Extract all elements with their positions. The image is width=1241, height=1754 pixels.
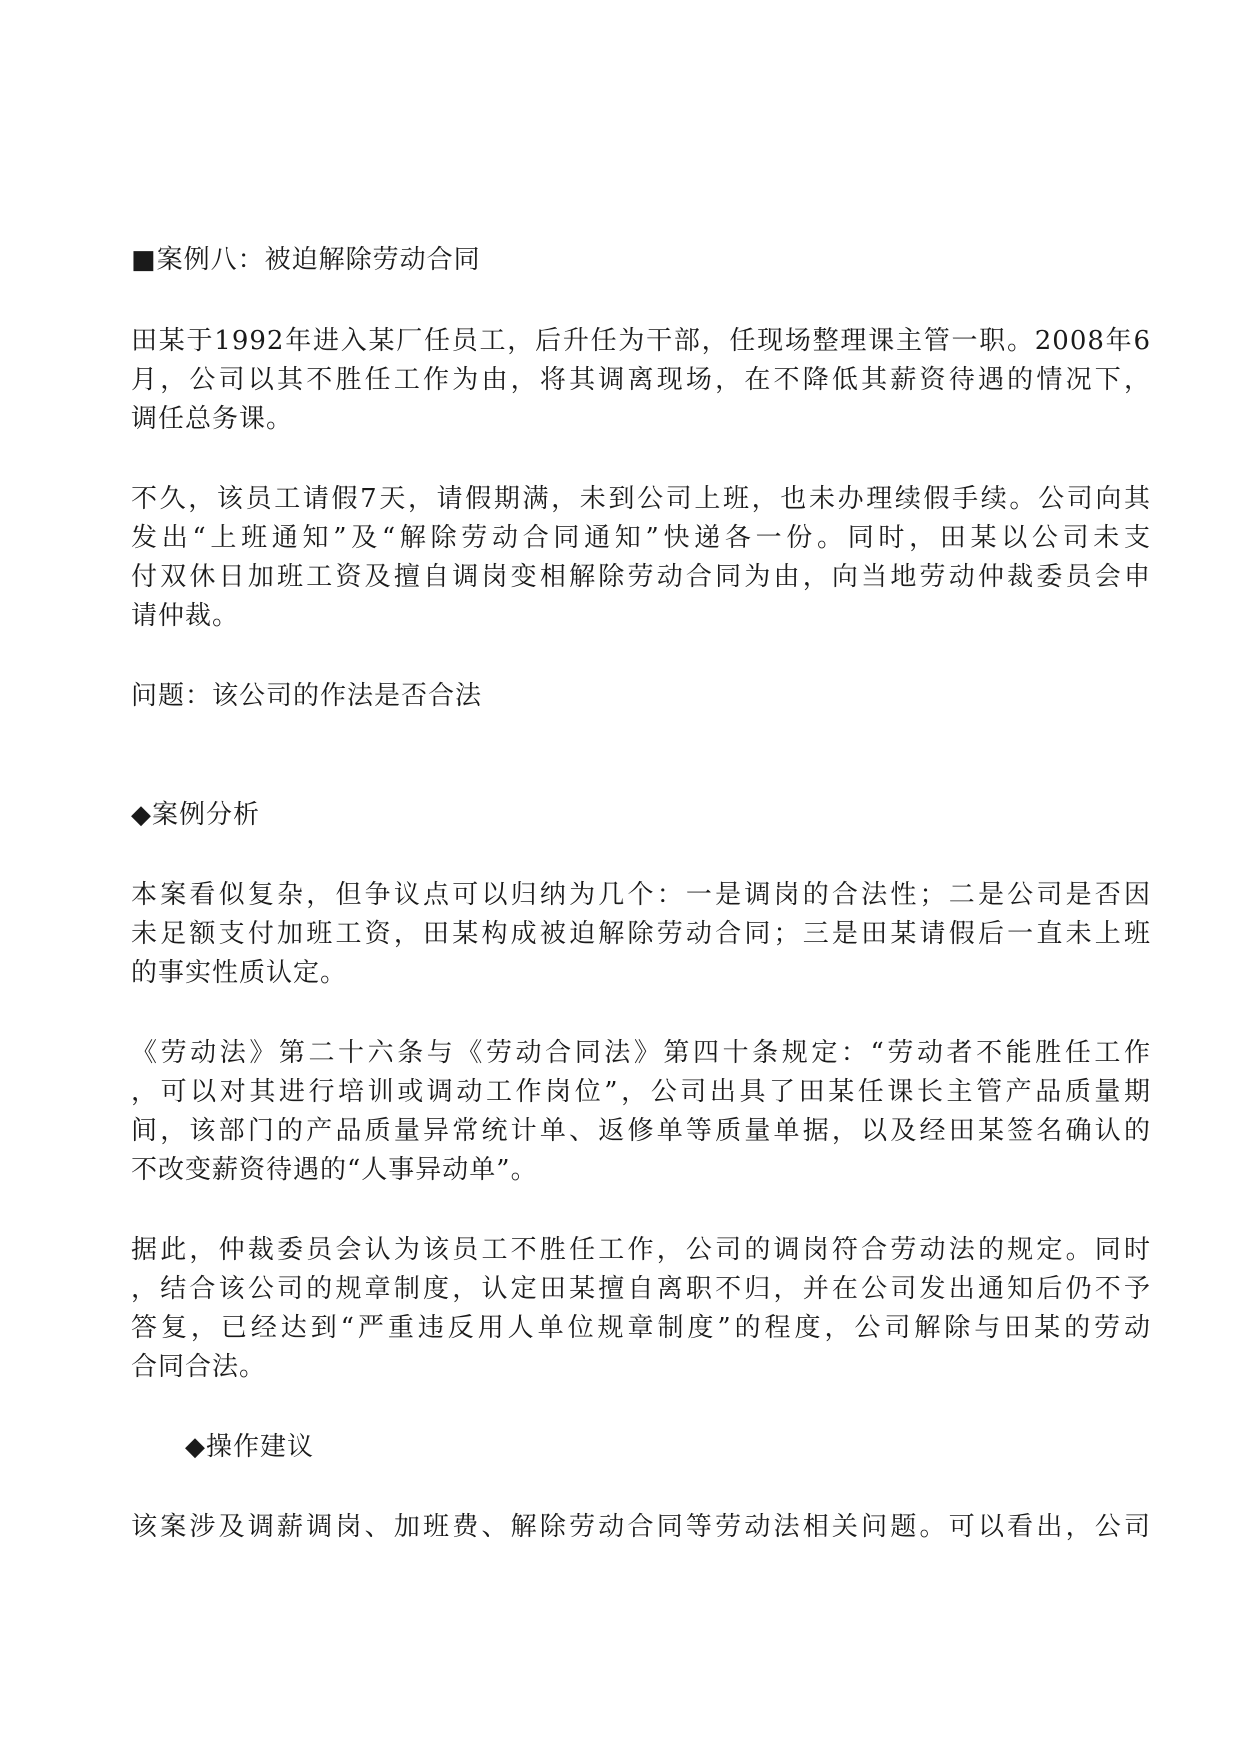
advice-heading: ◆操作建议	[185, 1432, 314, 1462]
paragraph-line: 《劳动法》第二十六条与《劳动合同法》第四十条规定：“劳动者不能胜任工作	[131, 1038, 1151, 1068]
paragraph-line: 本案看似复杂，但争议点可以归纳为几个：一是调岗的合法性；二是公司是否因	[131, 880, 1151, 910]
paragraph-line: 合同合法。	[131, 1352, 267, 1382]
paragraph-line: 间，该部门的产品质量异常统计单、返修单等质量单据，以及经田某签名确认的	[131, 1116, 1151, 1146]
paragraph-line: 付双休日加班工资及擅自调岗变相解除劳动合同为由，向当地劳动仲裁委员会申	[131, 562, 1151, 592]
paragraph-line: 该案涉及调薪调岗、加班费、解除劳动合同等劳动法相关问题。可以看出，公司	[131, 1512, 1151, 1542]
paragraph-line: 请仲裁。	[131, 601, 240, 631]
paragraph-line: 未足额支付加班工资，田某构成被迫解除劳动合同；三是田某请假后一直未上班	[131, 919, 1151, 949]
case-heading: ■案例八：被迫解除劳动合同	[131, 245, 481, 275]
paragraph-line: 发出“上班通知”及“解除劳动合同通知”快递各一份。同时，田某以公司未支	[131, 523, 1151, 553]
paragraph-line: ，可以对其进行培训或调动工作岗位”，公司出具了田某任课长主管产品质量期	[131, 1077, 1151, 1107]
analysis-heading: ◆案例分析	[131, 800, 260, 830]
question-text: 问题：该公司的作法是否合法	[131, 681, 483, 711]
paragraph-line: 据此，仲裁委员会认为该员工不胜任工作，公司的调岗符合劳动法的规定。同时	[131, 1235, 1151, 1265]
paragraph-line: 的事实性质认定。	[131, 958, 348, 988]
paragraph-line: 不改变薪资待遇的“人事异动单”。	[131, 1155, 538, 1185]
paragraph-line: 不久，该员工请假7天，请假期满，未到公司上班，也未办理续假手续。公司向其	[131, 484, 1151, 514]
paragraph-line: 答复，已经达到“严重违反用人单位规章制度”的程度，公司解除与田某的劳动	[131, 1313, 1151, 1343]
paragraph-line: 月，公司以其不胜任工作为由，将其调离现场，在不降低其薪资待遇的情况下，	[131, 365, 1151, 395]
paragraph-line: 田某于1992年进入某厂任员工，后升任为干部，任现场整理课主管一职。2008年6	[131, 326, 1151, 356]
paragraph-line: 调任总务课。	[131, 404, 294, 434]
paragraph-line: ，结合该公司的规章制度，认定田某擅自离职不归，并在公司发出通知后仍不予	[131, 1274, 1151, 1304]
